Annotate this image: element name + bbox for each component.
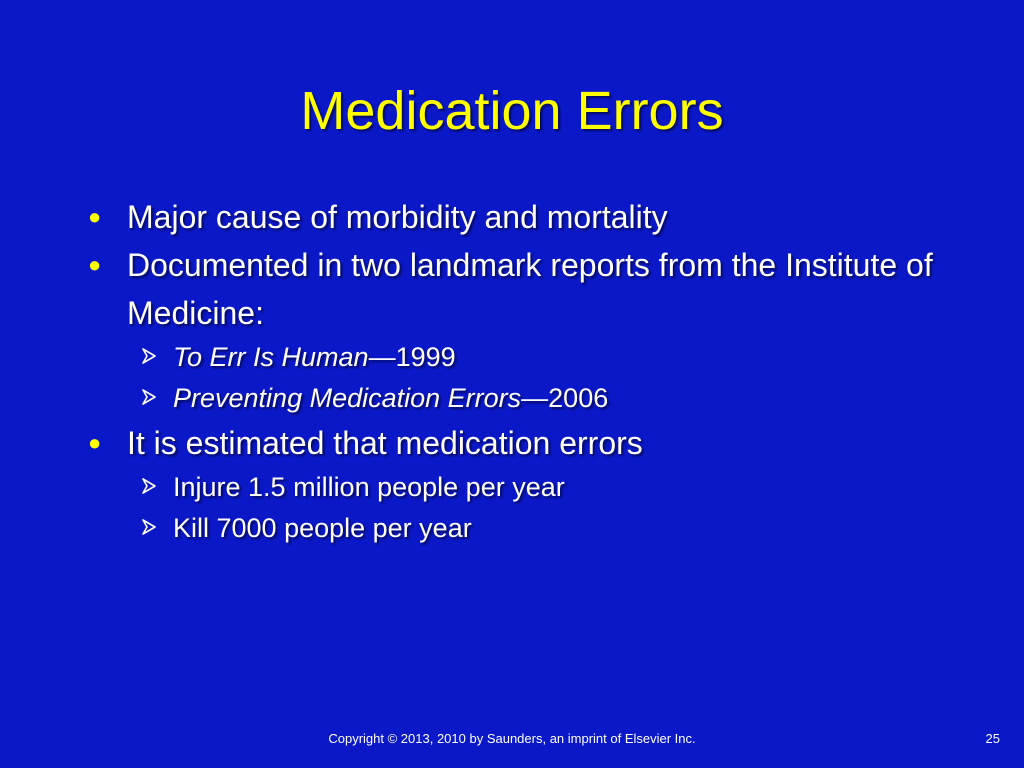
bullet-item	[86, 193, 986, 241]
slide-content	[86, 193, 986, 549]
bullet-item	[86, 419, 986, 467]
round-bullet-icon: ●	[88, 252, 102, 277]
bullet-text: Major cause of morbidity and mortality	[127, 199, 668, 235]
arrowhead-icon	[142, 478, 156, 494]
report-year: —1999	[368, 342, 456, 372]
sub-bullet-item	[86, 467, 986, 508]
bullet-text: It is estimated that medication errors	[127, 425, 643, 461]
report-year: —2006	[521, 383, 609, 413]
estimate-text: Kill 7000 people per year	[173, 513, 472, 543]
bullet-text: Documented in two landmark reports from the Institute of Medicine:	[127, 247, 933, 331]
report-title: Preventing Medication Errors	[173, 383, 522, 413]
arrowhead-icon	[142, 519, 156, 535]
estimate-text: Injure 1.5 million people per year	[173, 472, 565, 502]
sub-bullet-item	[86, 337, 986, 378]
report-title: To Err Is Human	[173, 342, 369, 372]
round-bullet-icon: ●	[88, 430, 102, 455]
sub-bullet-item	[86, 378, 986, 419]
page-number: 25	[985, 731, 1000, 746]
copyright-footer: Copyright © 2013, 2010 by Saunders, an imprint of Elsevier Inc.	[328, 731, 696, 746]
arrowhead-icon	[142, 389, 156, 405]
arrowhead-icon	[142, 348, 156, 364]
round-bullet-icon: ●	[88, 204, 102, 229]
slide-title: Medication Errors	[300, 81, 724, 141]
sub-bullet-item	[86, 508, 986, 549]
bullet-item	[86, 241, 986, 337]
